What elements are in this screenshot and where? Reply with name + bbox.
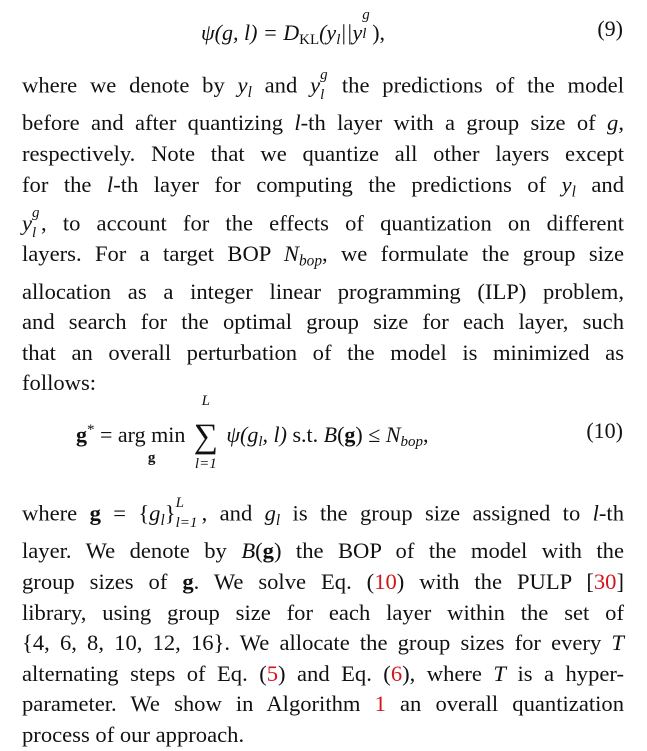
para1-line-6: layers. For a target BOP $N_{bop}$, we formulate the group size: [22, 240, 624, 270]
para2-line-8: process of our approach.: [22, 722, 245, 748]
paragraph-1: [22, 67, 624, 399]
para2-line-5: {4, 6, 8, 10, 12, 16}. We allocate the group sizes for every T: [22, 630, 624, 656]
algorithm-ref-1[interactable]: 1: [374, 691, 386, 717]
equation-10-number: (10): [586, 418, 623, 443]
equation-9-number: (9): [597, 16, 623, 41]
para1-line-4: for the l-th layer for computing the predictions of $y_l$ and: [22, 171, 624, 200]
para1-line-5: y g l , to account for the effects of quantization on different: [22, 204, 624, 241]
para1-line-2: before and after quantizing l-th layer with a group size of g,: [22, 110, 624, 136]
para1-line-8: and search for the optimal group size for each layer, such: [22, 309, 624, 335]
para1-line-10: follows:: [22, 370, 97, 396]
equation-10-body: g* = arg min g L ∑ l=1 $\psi(g_l$, l) s.t. $B(g) \le N_{bop}$,: [76, 393, 429, 472]
para2-line-2: layer. We denote by B(g) the BOP of the model with the: [22, 538, 625, 564]
citation-ref-30[interactable]: 30: [593, 569, 617, 595]
para2-line-6: alternating steps of Eq. (5) and Eq. (6), where T is a hyper-: [22, 660, 624, 686]
para1-line-3: respectively. Note that we quantize all other layers except: [22, 141, 624, 167]
paragraph-2: [22, 495, 625, 751]
para2-line-4: library, using group size for each layer within the set of: [22, 599, 624, 625]
equation-ref-5[interactable]: 5: [266, 660, 279, 686]
equation-9-body: ψ(g, $l) = D_{KL}(y_l||y$ g l ),: [201, 7, 386, 49]
para1-line-7: allocation as a integer linear programming (ILP) problem,: [22, 278, 624, 304]
summation-symbol: L ∑ l=1: [193, 393, 218, 472]
equation-ref-10[interactable]: 10: [374, 569, 397, 595]
para2-line-7: parameter. We show in Algorithm 1 an overall quantization: [22, 691, 624, 717]
para2-line-1: where $g = \{g_l\}$ L l=1 , and $g_l$ is the group size assigned to l-th: [22, 495, 624, 531]
para1-line-1: where we denote by $y_l$ and y g l the predictions of the model: [22, 67, 624, 103]
para2-line-3: group sizes of g. We solve Eq. (10) with the PULP [30]: [22, 569, 624, 595]
equation-ref-6[interactable]: 6: [390, 660, 403, 686]
para1-line-9: that an overall perturbation of the model is minimized as: [22, 339, 624, 365]
